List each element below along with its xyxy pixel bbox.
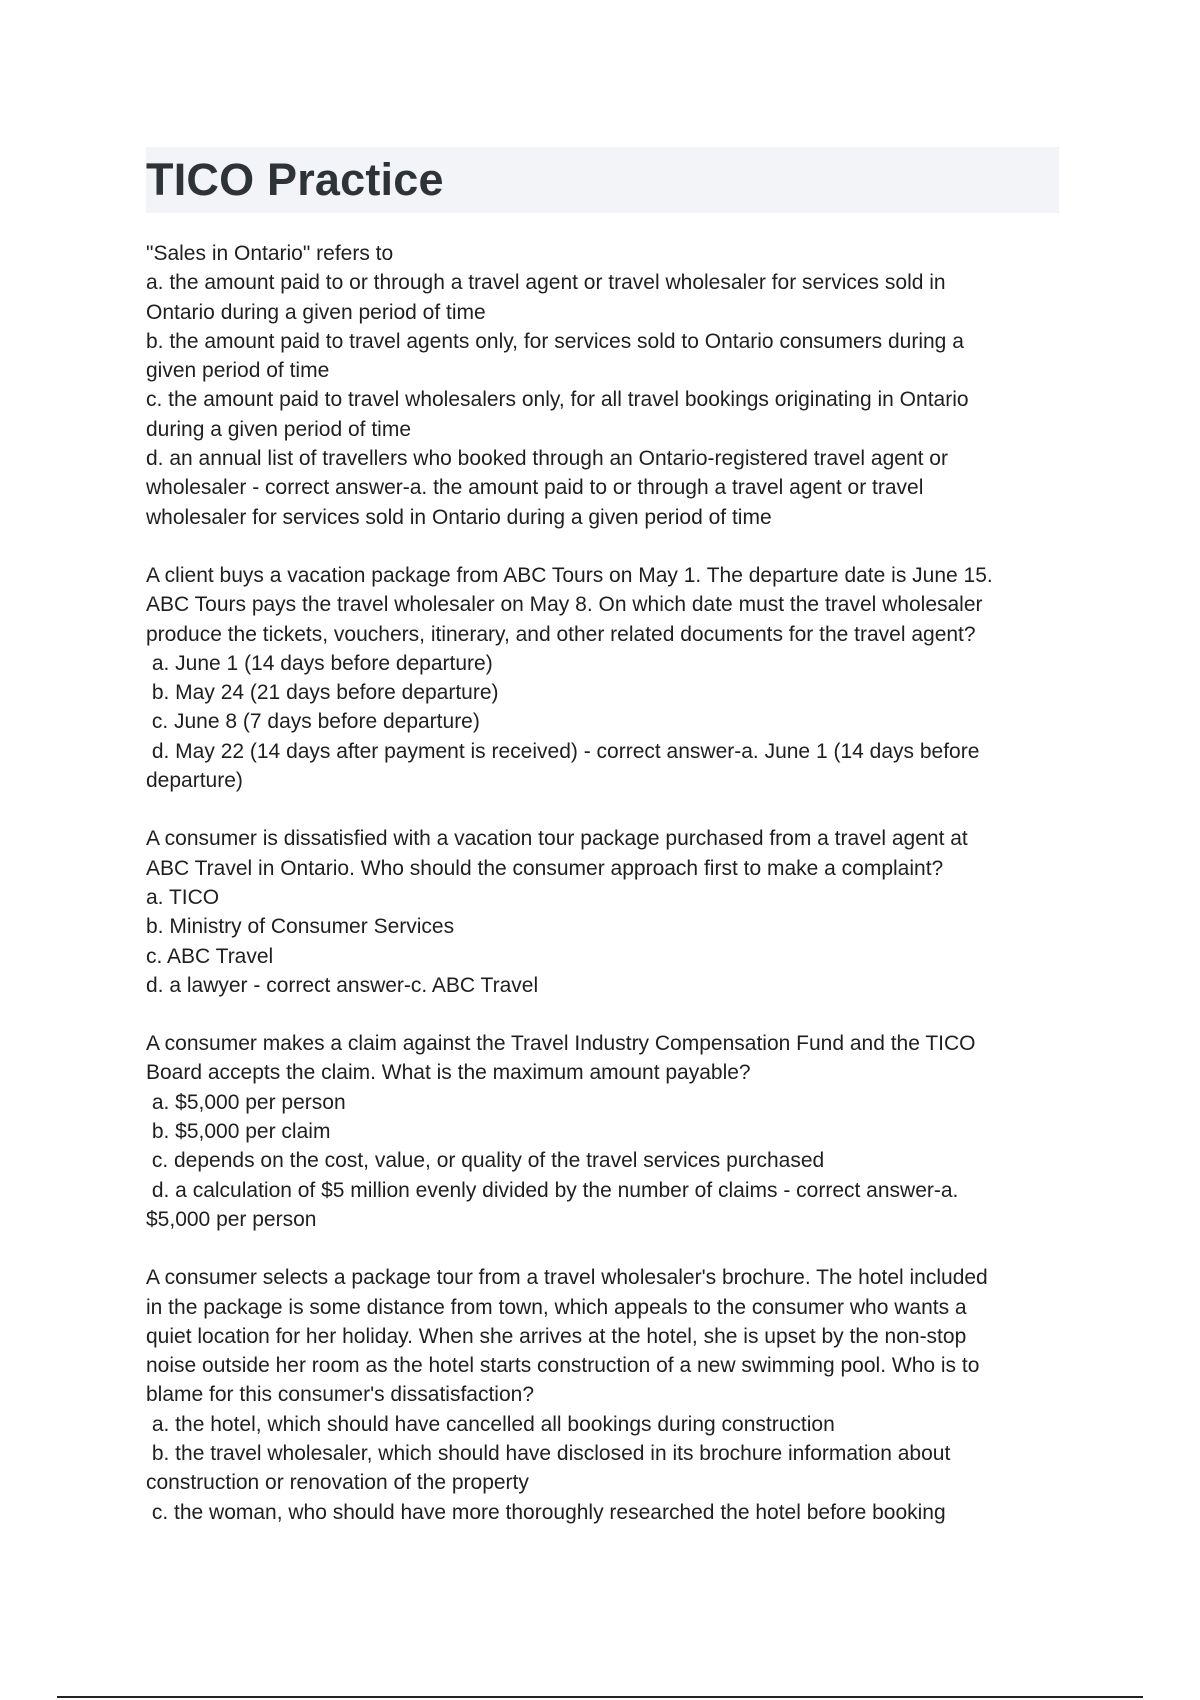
question-line: "Sales in Ontario" refers to bbox=[146, 242, 394, 265]
question-line: d. a calculation of $5 million evenly divided by the number of claims - correct answer-a. bbox=[146, 1178, 959, 1202]
question-line: Board accepts the claim. What is the maximum amount payable? bbox=[146, 1061, 751, 1085]
question-line: c. ABC Travel bbox=[146, 944, 274, 968]
question-line: in the package is some distance from town, which appeals to the consumer who wants a bbox=[146, 1295, 967, 1319]
page-title: TICO Practice bbox=[146, 154, 444, 205]
question-line: d. a lawyer - correct answer-c. ABC Travel bbox=[146, 973, 539, 997]
question-line: ABC Tours pays the travel wholesaler on May 8. On which date must the travel wholesaler bbox=[146, 593, 983, 617]
question-line: A consumer makes a claim against the Travel Industry Compensation Fund and the TICO bbox=[146, 1032, 976, 1056]
question-line: c. the amount paid to travel wholesalers only, for all travel bookings originating in Ontario bbox=[146, 388, 969, 412]
question-line: $5,000 per person bbox=[146, 1207, 317, 1231]
question-line: c. the woman, who should have more thoroughly researched the hotel before booking bbox=[146, 1500, 946, 1524]
question-block bbox=[146, 1029, 1061, 1234]
question-line: produce the tickets, vouchers, itinerary, and other related documents for the travel agent? bbox=[146, 622, 976, 646]
question-line: a. June 1 (14 days before departure) bbox=[146, 651, 493, 675]
question-line: departure) bbox=[146, 769, 243, 793]
questions-list bbox=[146, 239, 1061, 1556]
question-line: a. $5,000 per person bbox=[146, 1090, 346, 1114]
footer-divider bbox=[57, 1696, 1143, 1698]
question-line: a. the hotel, which should have cancelled all bookings during construction bbox=[146, 1412, 835, 1436]
question-line: A client buys a vacation package from ABC Tours on May 1. The departure date is June 15. bbox=[146, 563, 993, 587]
question-line: Ontario during a given period of time bbox=[146, 300, 486, 324]
question-line: d. May 22 (14 days after payment is received) - correct answer-a. June 1 (14 days before bbox=[146, 739, 980, 763]
question-line: blame for this consumer's dissatisfaction? bbox=[146, 1383, 535, 1407]
question-line: wholesaler - correct answer-a. the amount paid to or through a travel agent or travel bbox=[146, 476, 924, 500]
question-line: b. May 24 (21 days before departure) bbox=[146, 681, 499, 705]
question-line: a. the amount paid to or through a travel agent or travel wholesaler for services sold in bbox=[146, 271, 946, 295]
question-line: d. an annual list of travellers who booked through an Ontario-registered travel agent or bbox=[146, 447, 948, 471]
question-line: construction or renovation of the property bbox=[146, 1471, 529, 1495]
question-block bbox=[146, 239, 1061, 532]
question-line: wholesaler for services sold in Ontario during a given period of time bbox=[146, 505, 772, 529]
question-line: c. June 8 (7 days before departure) bbox=[146, 710, 480, 734]
question-block bbox=[146, 1263, 1061, 1527]
question-line: ABC Travel in Ontario. Who should the consumer approach first to make a complaint? bbox=[146, 856, 944, 880]
question-line: quiet location for her holiday. When she arrives at the hotel, she is upset by the non-stop bbox=[146, 1324, 967, 1348]
question-line: b. Ministry of Consumer Services bbox=[146, 915, 455, 939]
question-block bbox=[146, 561, 1061, 795]
question-line: b. $5,000 per claim bbox=[146, 1120, 331, 1144]
question-line: given period of time bbox=[146, 359, 330, 383]
question-line: b. the amount paid to travel agents only, for services sold to Ontario consumers during a bbox=[146, 329, 964, 353]
question-line: a. TICO bbox=[146, 885, 220, 909]
question-line: b. the travel wholesaler, which should have disclosed in its brochure information about bbox=[146, 1441, 951, 1465]
question-line: c. depends on the cost, value, or quality of the travel services purchased bbox=[146, 1149, 825, 1173]
question-line: A consumer selects a package tour from a travel wholesaler's brochure. The hotel included bbox=[146, 1266, 988, 1290]
title-banner bbox=[146, 147, 1059, 213]
question-line: during a given period of time bbox=[146, 417, 411, 441]
question-block bbox=[146, 824, 1061, 1000]
question-line: noise outside her room as the hotel starts construction of a new swimming pool. Who is to bbox=[146, 1354, 980, 1378]
question-line: A consumer is dissatisfied with a vacation tour package purchased from a travel agent at bbox=[146, 827, 968, 851]
